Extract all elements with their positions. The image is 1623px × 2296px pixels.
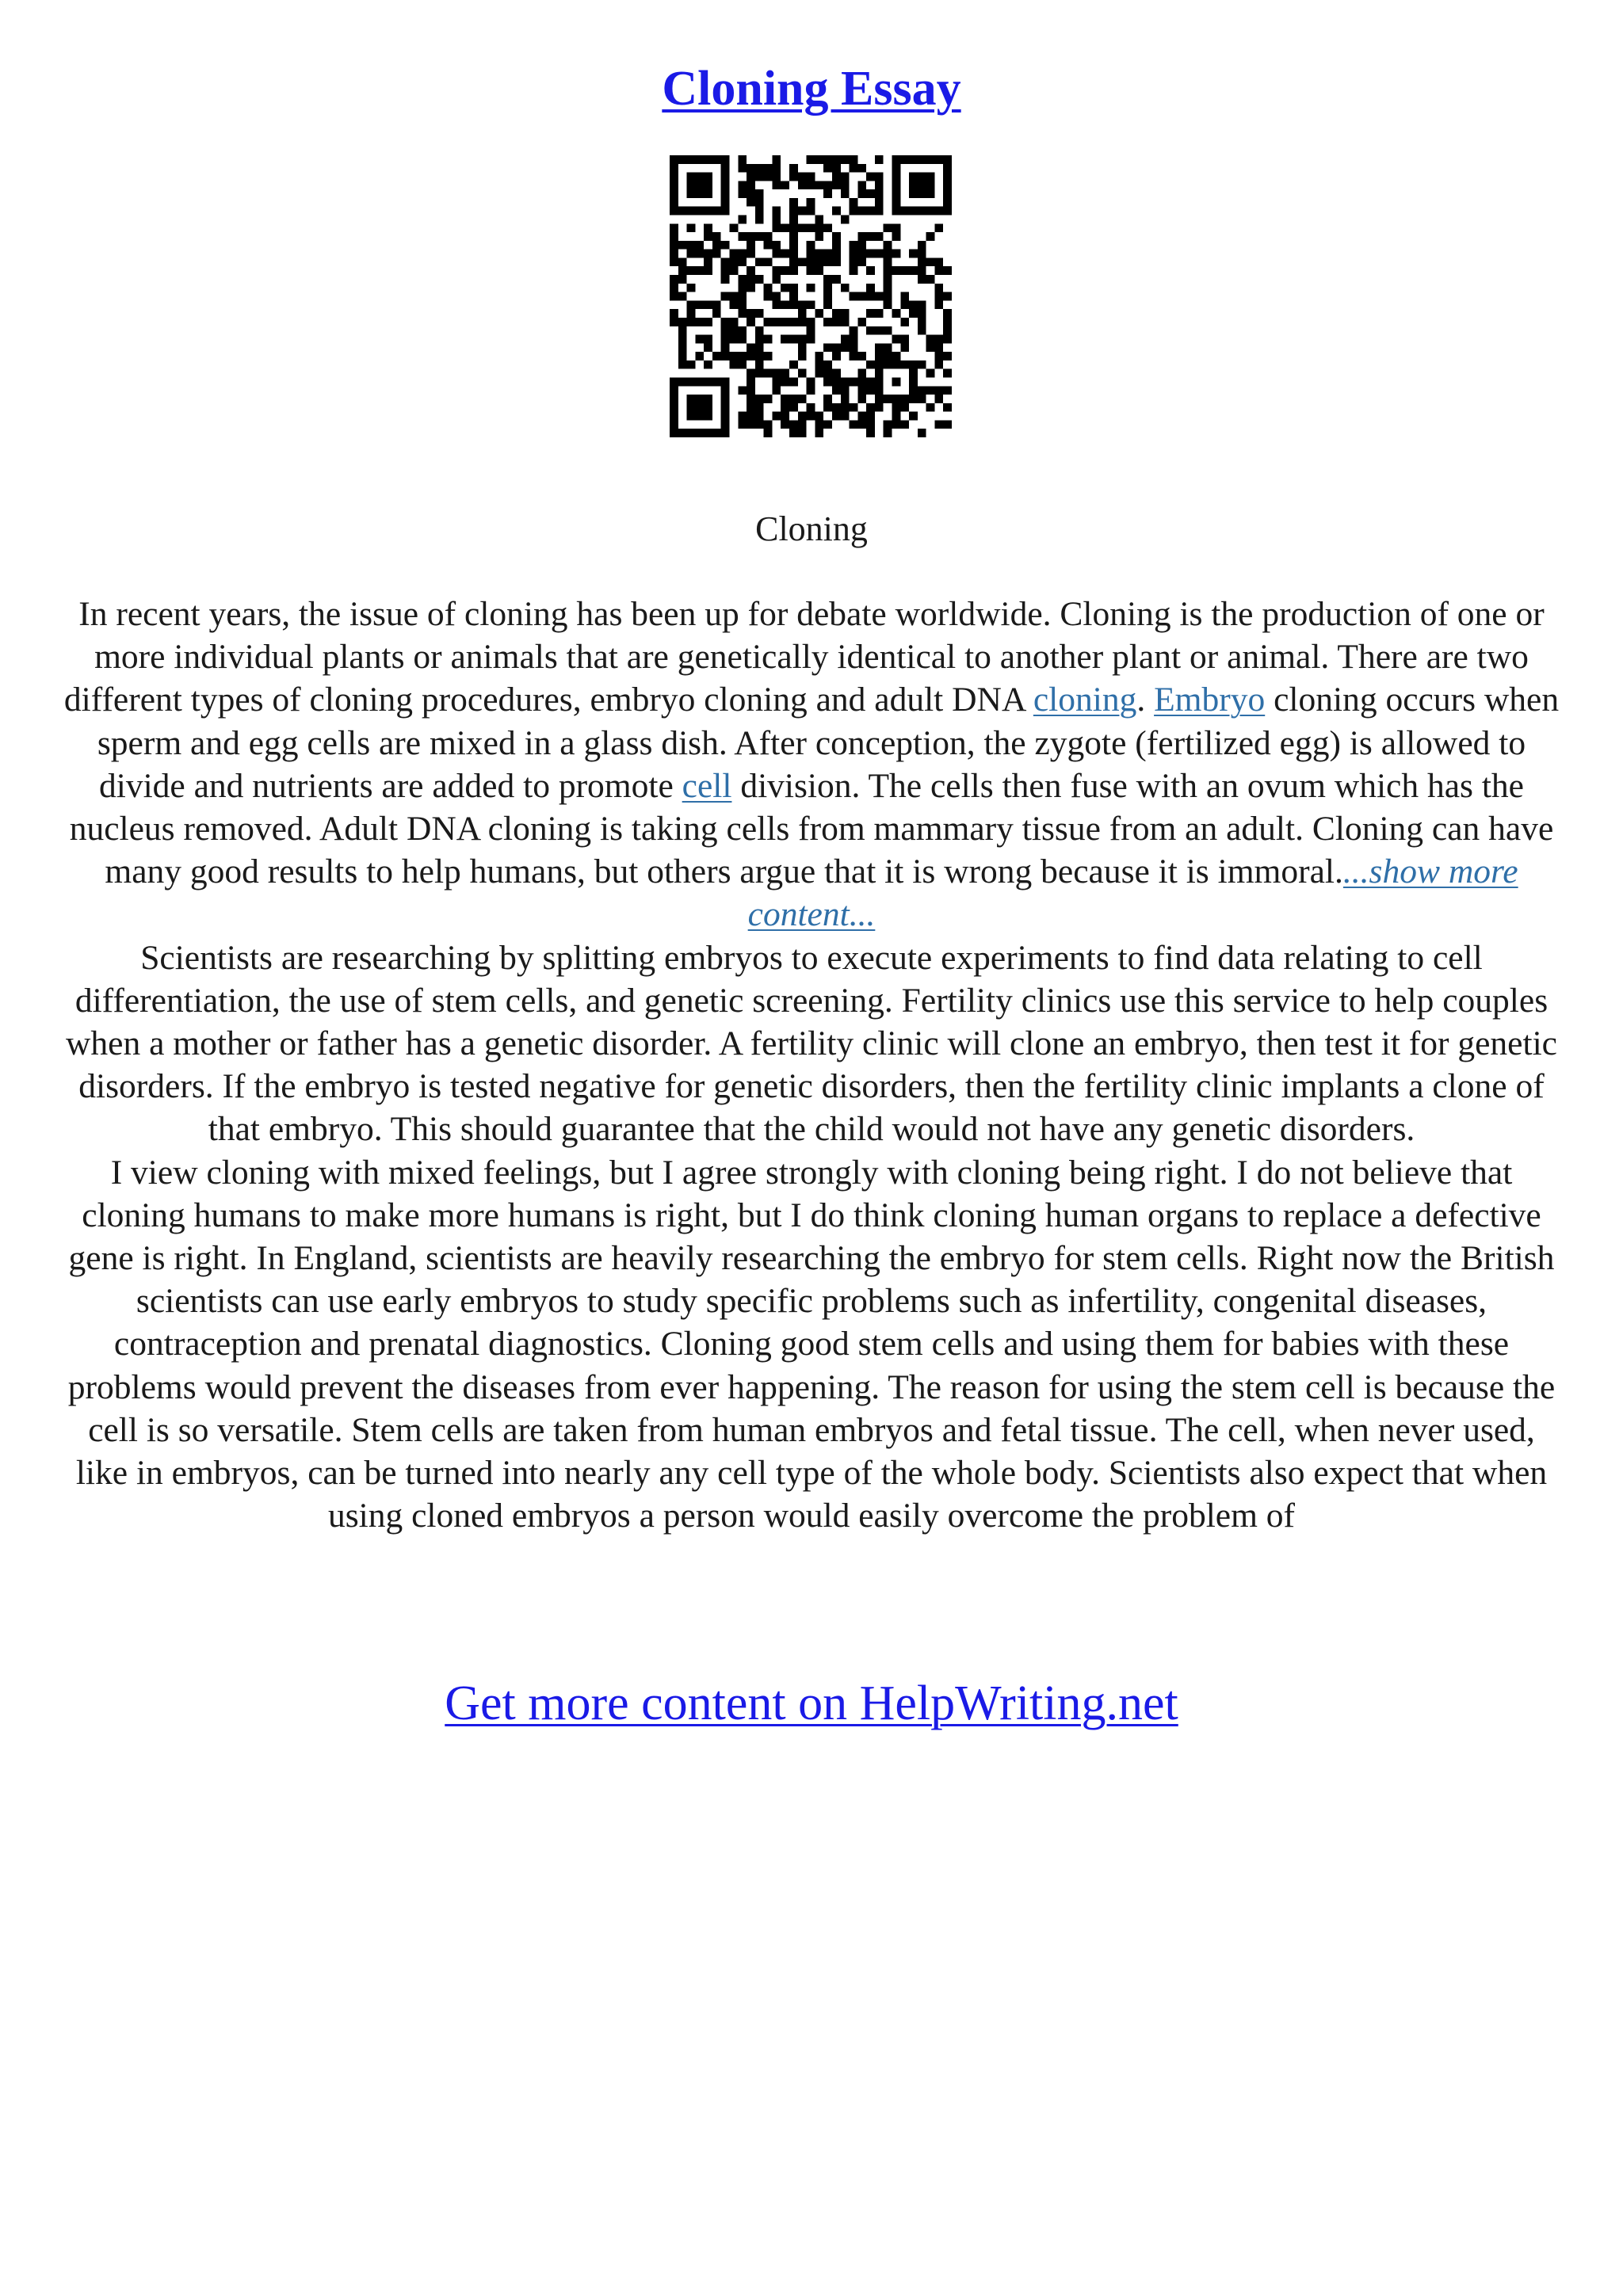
cell-link[interactable]: cell [682,766,732,805]
paragraph-3: I view cloning with mixed feelings, but I agree strongly with cloning being right. I do not believe that cloning humans to make more humans is right, but I do think cloning human organs to replace a defective gene is right. In England, scientists are heavily researching the embryo for stem cells. Right now the British scientists can use early embryos to study specific problems such as infertility, congenital diseases, contraception and prenatal diagnostics. Cloning good stem cells and using them for babies with these problems would prevent the diseases from ever happening. The reason for using the stem cell is because the cell is so versatile. Stem cells are taken from human embryos and fetal tissue. The cell, when never used, like in embryos, can be turned into nearly any cell type of the whole body. Scientists also expect that when using cloned embryos a person would easily overcome the problem of [67,1153,1556,1535]
paragraph-2: Scientists are researching by splitting embryos to execute experiments to find data relating to cell differentiation, the use of stem cells, and genetic screening. Fertility clinics use this service to help couples when a mother or father has a genetic disorder. A fertility clinic will clone an embryo, then test it for genetic disorders. If the embryo is tested negative for genetic disorders, then the fertility clinic implants a clone of that embryo. This should guarantee that the child would not have any genetic disorders. [66,938,1557,1149]
footer-wrapper [0,1672,1623,1735]
paragraph-1-text-b: . [1136,681,1155,719]
qr-code-icon [670,155,952,437]
page-title-link[interactable]: Cloning Essay [662,62,961,116]
paragraph-1-text-a: In recent years, the issue of cloning has been up for debate worldwide. Cloning is the production of one or more individual plants or animals that are genetically identical to another plant or animal. There are two different types of cloning procedures, embryo cloning and adult DNA [63,595,1545,719]
paragraph-1-text-c: cloning occurs when sperm and egg cells are mixed in a glass dish. After conception, the zygote (fertilized egg) is allowed to divide and nutrients are added to promote [97,681,1560,805]
paragraph-1 [60,593,1563,936]
cloning-link[interactable]: cloning [1033,681,1137,719]
page-title-wrapper [0,57,1623,120]
show-more-link[interactable]: ...show more content... [747,852,1518,934]
embryo-link[interactable]: Embryo [1154,681,1266,719]
get-more-content-link[interactable]: Get more content on HelpWriting.net [445,1676,1178,1730]
paragraph-1-text-d: division. The cells then fuse with an ovum which has the nucleus removed. Adult DNA cloning is taking cells from mammary tissue from an adult. Cloning can have many good results to help humans, but others argue that it is wrong because it is immoral. [69,766,1554,891]
essay-body [60,593,1563,1537]
essay-heading: Cloning [755,509,868,548]
